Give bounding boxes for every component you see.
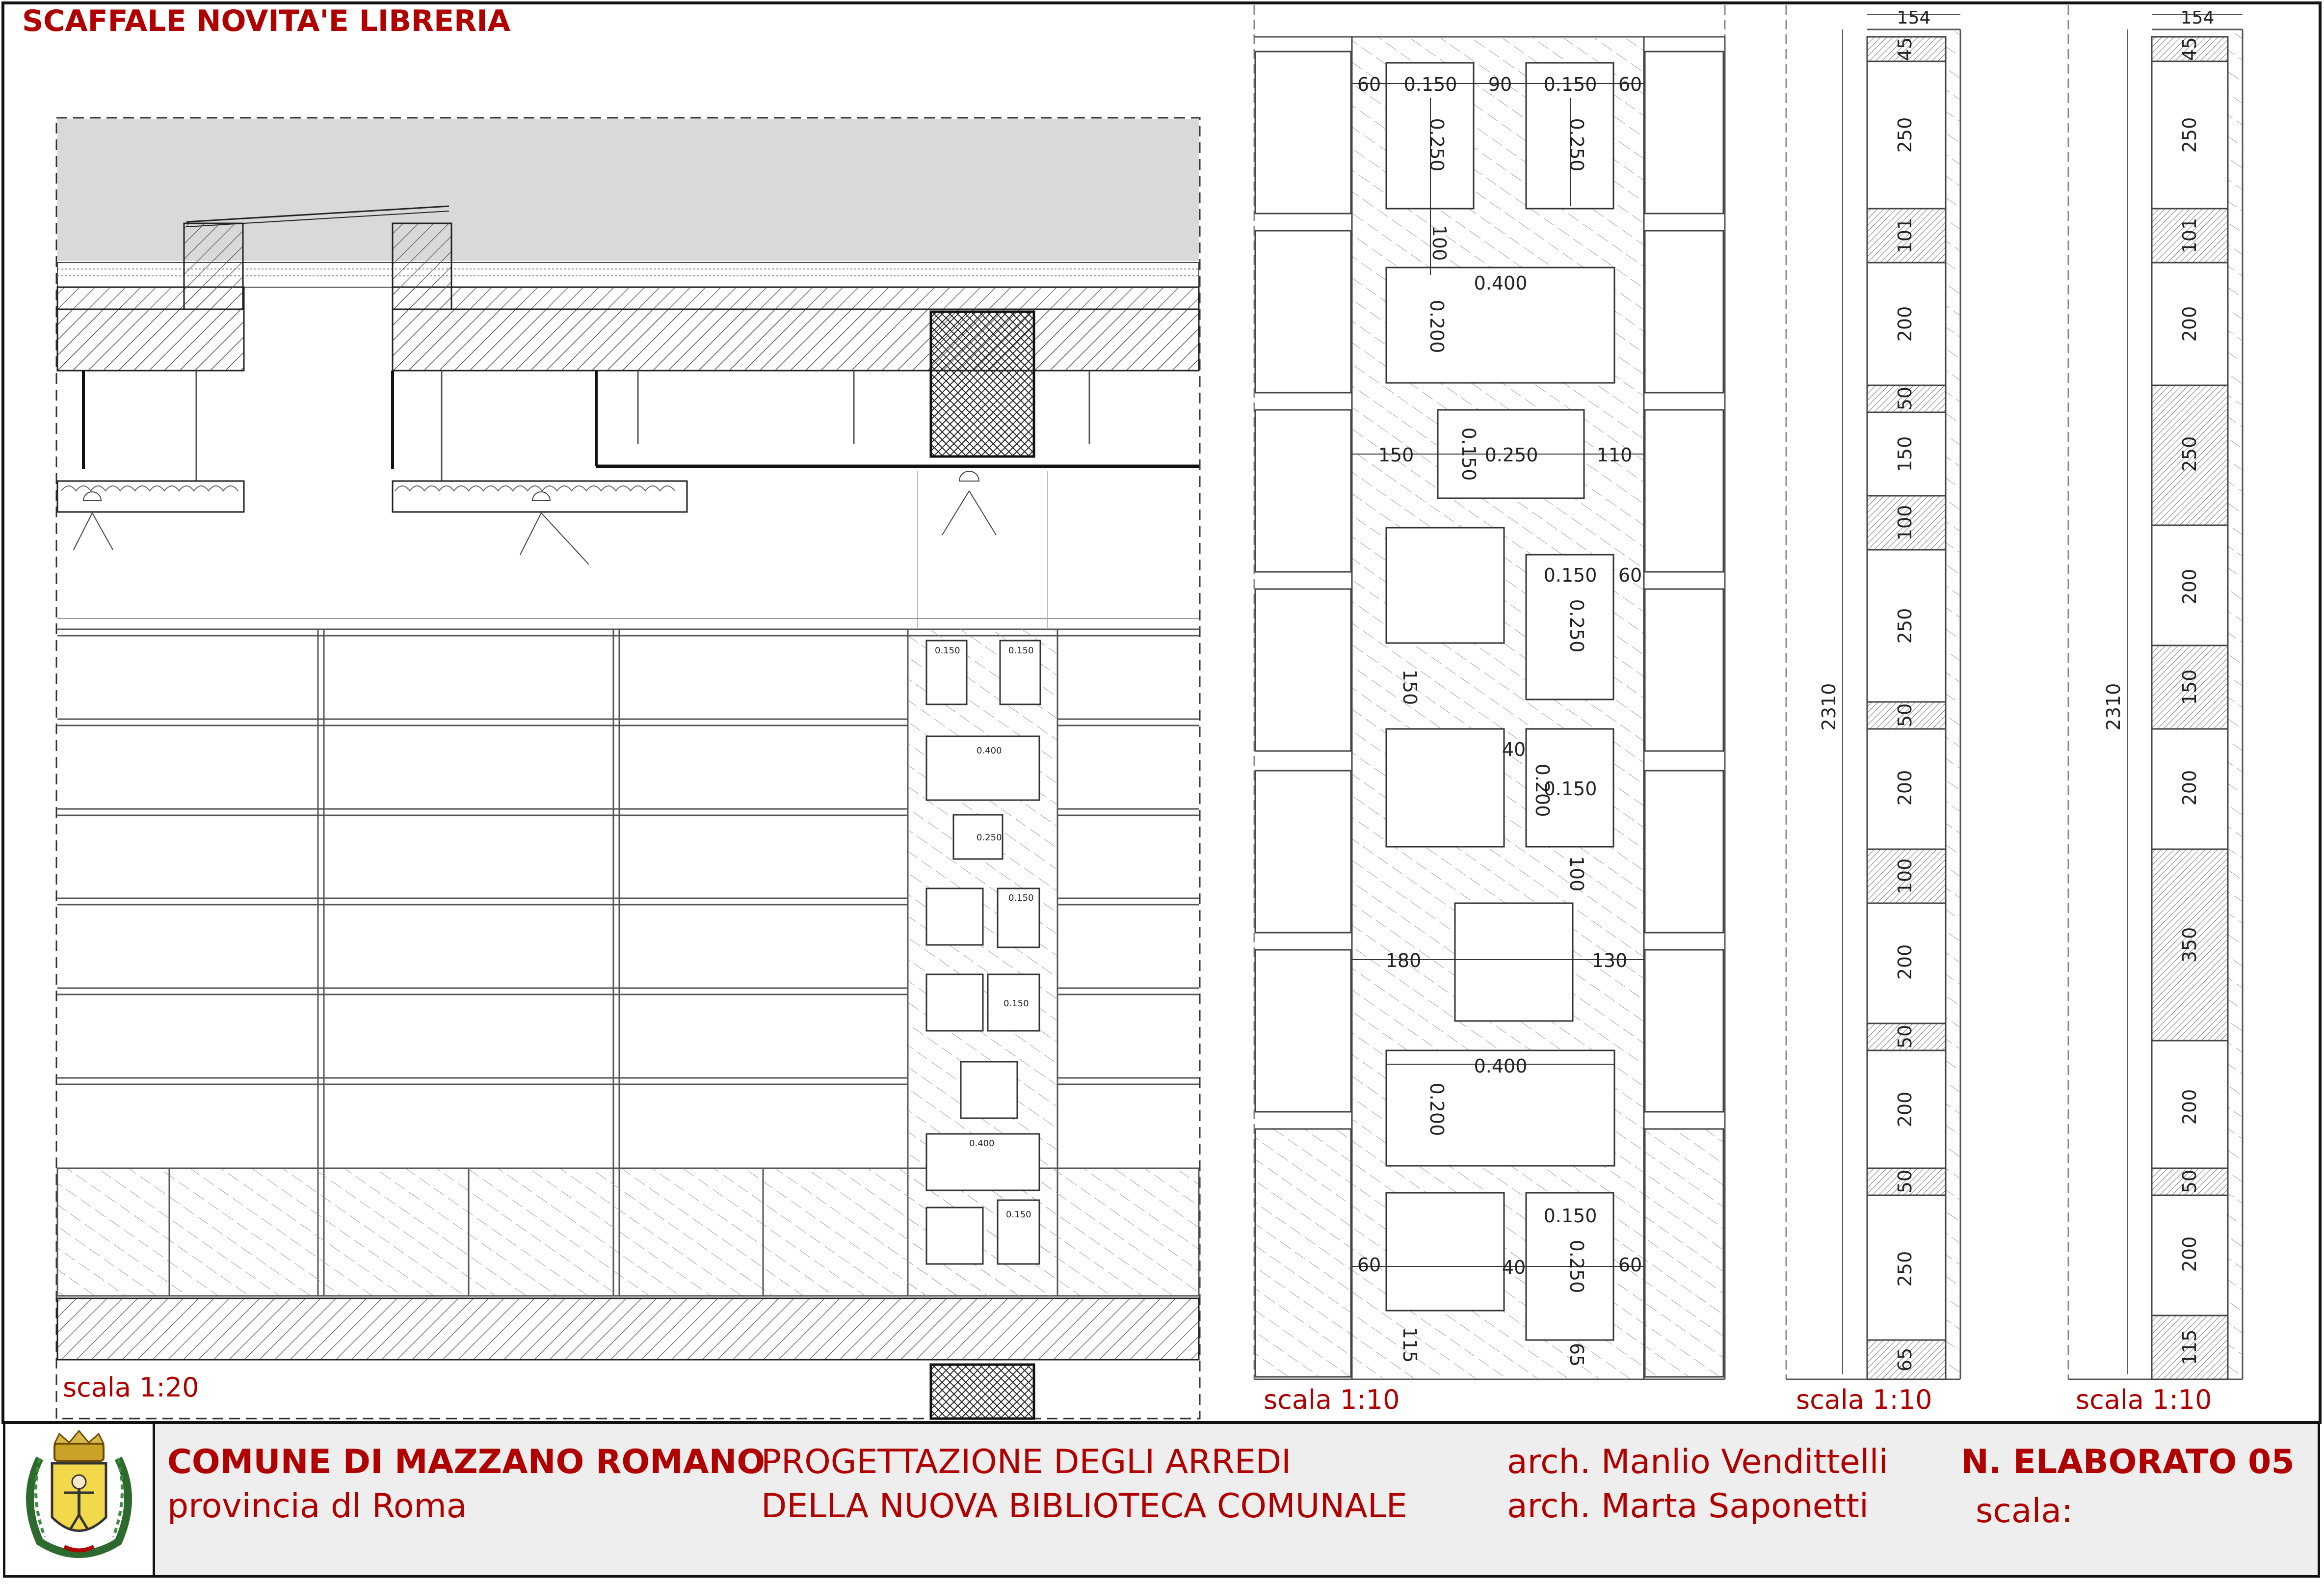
municipality-name: COMUNE DI MAZZANO ROMANO: [167, 1443, 766, 1481]
dim-label: 60: [1357, 1254, 1381, 1276]
section-a-seg: 50: [1894, 1169, 1916, 1194]
elevation-scale-label: scala 1:20: [63, 1372, 199, 1403]
section-b-seg: 45: [2179, 37, 2200, 61]
dim-label: 150: [1378, 444, 1414, 466]
section-b-seg: 200: [2179, 1236, 2200, 1272]
section-b-seg: 101: [2179, 217, 2200, 254]
small-dim-label: 0.250: [977, 832, 1002, 843]
dim-label: 0.200: [1426, 299, 1448, 353]
section-a-seg: 100: [1894, 505, 1916, 541]
section-b-seg: 250: [2179, 117, 2200, 153]
dim-label: 100: [1428, 225, 1450, 261]
small-dim-label: 0.150: [1006, 1209, 1031, 1220]
dim-label: 0.400: [1474, 1055, 1528, 1077]
section-b-scale-label: scala 1:10: [2076, 1384, 2212, 1415]
section-a-seg: 200: [1894, 306, 1916, 342]
dim-label: 0.150: [1543, 564, 1597, 586]
section-b-seg: 200: [2179, 770, 2200, 806]
dim-label: 60: [1618, 564, 1642, 586]
dim-label: 115: [1399, 1327, 1421, 1363]
dim-label: 40: [1502, 739, 1526, 760]
section-b-seg: 250: [2179, 436, 2200, 472]
section-a-scale-label: scala 1:10: [1796, 1384, 1932, 1415]
section-a-width: 154: [1897, 8, 1931, 28]
detail-scale-label: scala 1:10: [1264, 1384, 1400, 1415]
dim-label: 0.250: [1566, 1239, 1587, 1293]
province-name: provincia dl Roma: [167, 1487, 467, 1526]
dim-label: 0.250: [1566, 599, 1587, 653]
title-block: [3, 1422, 2320, 1578]
sheet-number-label: N. ELABORATO: [1961, 1443, 2237, 1481]
dim-label: 0.250: [1426, 118, 1448, 172]
section-a-seg: 200: [1894, 944, 1916, 980]
small-dim-label: 0.150: [1004, 998, 1029, 1009]
small-dim-label: 0.400: [969, 1138, 995, 1149]
dim-label: 60: [1618, 1254, 1642, 1276]
dim-label: 100: [1566, 856, 1587, 892]
section-a-seg: 50: [1894, 703, 1916, 727]
section-a-seg: 100: [1894, 858, 1916, 894]
section-a-seg: 250: [1894, 1251, 1916, 1287]
section-a-seg: 50: [1894, 1024, 1916, 1049]
detail-drawing: [1254, 5, 1725, 1379]
logo-cell: [5, 1424, 155, 1575]
section-b-seg: 200: [2179, 1089, 2200, 1125]
dim-label: 0.200: [1532, 763, 1553, 817]
section-a-seg: 50: [1894, 386, 1916, 411]
section-b-total: 2310: [2103, 683, 2124, 731]
sheet-scale-label: scala:: [1976, 1492, 2073, 1530]
small-dim-label: 0.400: [977, 746, 1002, 756]
small-dim-label: 0.150: [1008, 645, 1034, 656]
section-b-width: 154: [2180, 8, 2215, 28]
section-a-seg: 101: [1894, 217, 1916, 254]
section-a-seg: 45: [1894, 37, 1916, 61]
section-a-drawing: [1786, 5, 1960, 1379]
sheet-number: 05: [2248, 1443, 2295, 1481]
small-dim-label: 0.150: [935, 645, 960, 656]
dim-label: 0.400: [1474, 272, 1528, 294]
dim-label: 180: [1385, 950, 1422, 971]
section-a-total: 2310: [1818, 683, 1840, 731]
dim-label: 60: [1357, 74, 1381, 95]
section-a-seg: 65: [1894, 1347, 1916, 1372]
project-line-1: PROGETTAZIONE DEGLI ARREDI: [761, 1443, 1292, 1481]
dim-label: 40: [1502, 1257, 1526, 1278]
dim-label: 130: [1591, 950, 1628, 971]
drawing-title: SCAFFALE NOVITA'E LIBRERIA: [22, 4, 511, 38]
dim-label: 0.200: [1426, 1082, 1448, 1136]
dim-label: 0.150: [1543, 1205, 1597, 1227]
section-b-seg: 350: [2179, 927, 2200, 963]
section-a-seg: 200: [1894, 770, 1916, 806]
section-b-seg: 200: [2179, 306, 2200, 342]
section-b-seg: 50: [2179, 1169, 2200, 1194]
architect-2: arch. Marta Saponetti: [1507, 1487, 1869, 1526]
elevation-drawing: [56, 118, 1200, 1419]
section-b-seg: 150: [2179, 669, 2200, 705]
dim-label: 0.150: [1543, 778, 1597, 800]
section-b-drawing: [2068, 5, 2243, 1379]
dim-label: 110: [1596, 444, 1633, 466]
dim-label: 90: [1488, 74, 1512, 95]
project-line-2: DELLA NUOVA BIBLIOTECA COMUNALE: [761, 1487, 1407, 1526]
architect-1: arch. Manlio Vendittelli: [1507, 1443, 1888, 1481]
dim-label: 0.250: [1484, 444, 1538, 466]
section-a-seg: 200: [1894, 1091, 1916, 1128]
novelty-panel-small: [909, 629, 1057, 1296]
dim-label: 0.150: [1543, 74, 1597, 95]
section-b-seg: 200: [2179, 568, 2200, 605]
section-a-seg: 250: [1894, 117, 1916, 153]
dim-label: 0.250: [1566, 118, 1587, 172]
dim-label: 0.150: [1458, 427, 1479, 481]
small-dim-label: 0.150: [1008, 893, 1034, 903]
dim-label: 150: [1399, 669, 1421, 705]
dim-label: 60: [1618, 74, 1642, 95]
coat-of-arms-icon: [5, 1424, 153, 1571]
dim-label: 65: [1566, 1342, 1587, 1367]
section-b-seg: 115: [2179, 1329, 2200, 1366]
dim-label: 0.150: [1403, 74, 1457, 95]
section-a-seg: 150: [1894, 436, 1916, 472]
section-a-seg: 250: [1894, 608, 1916, 644]
